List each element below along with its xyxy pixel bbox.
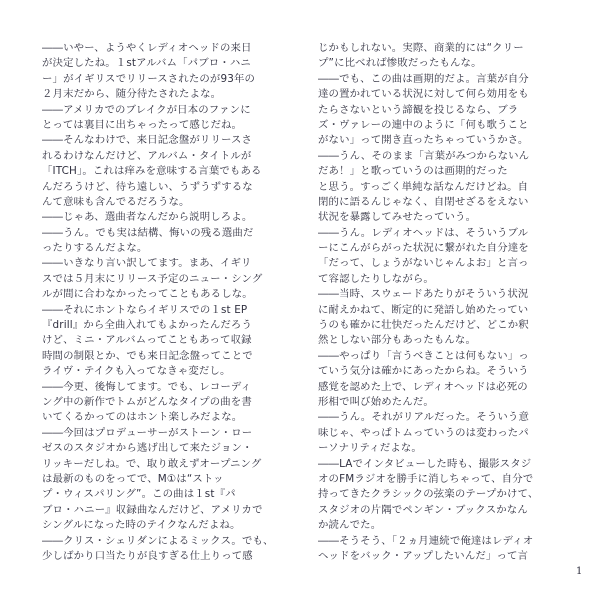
text-line: 状況を暴露してみせたっていう。 <box>318 211 477 224</box>
text-line: ――今回はプロデューサーがストーン・ロー <box>42 426 253 439</box>
text-line: プ・ウィスパリング”。この曲は１st『パ <box>42 488 236 501</box>
right-text-column <box>318 41 580 564</box>
text-line: 『drill』から全曲入れてもよかったんだろう <box>42 319 253 332</box>
text-line: けど、ミニ・アルバムってこともあって収録 <box>42 334 252 347</box>
text-line: ング中の新作でトムがどんなタイプの曲を書 <box>42 395 252 408</box>
text-line: ――LAでインタビューした時も、撮影スタジ <box>318 457 532 470</box>
text-line: 達の置かれている状況に対して何ら効用をも <box>318 88 529 101</box>
text-line: スでは５月末にリリース予定のニュー・シング <box>42 272 263 285</box>
text-line: いてくるかってのはホント楽しみだよな。 <box>42 411 243 424</box>
text-line: 味じゃ、やっぱトムっていうのは変わったパ <box>318 426 529 439</box>
text-line: ヘッドをバック・アップしたいんだ」って言 <box>318 549 529 562</box>
left-text-column <box>42 41 306 564</box>
text-line: だあ！」と歌っていうのは画期的だった <box>318 165 508 178</box>
text-line: ――うん。でも実は結構、悔いの残る選曲だ <box>42 226 254 239</box>
text-line: んだろうけど、待ち遠しい、うずうずするな <box>42 180 253 193</box>
text-line: がない」って開き直ったちゃっていうかさ。 <box>318 134 529 147</box>
text-line: ――やっぱり「言うべきことは何もない」っ <box>318 349 529 362</box>
text-line: うのも確かに壮快だったんだけど、どこか釈 <box>318 319 529 332</box>
text-line: ――うん、そのまま「言葉がみつからないん <box>318 149 530 162</box>
text-line: 「だって、しょうがないじゃんよお」と言っ <box>318 257 529 270</box>
text-line: か読んでた。 <box>318 519 382 532</box>
text-line: に耐えかねて、断定的に発語し始めたってい <box>318 303 529 316</box>
text-line: ったりするんだよな。 <box>42 242 148 255</box>
text-line: スタジオの片隅でペンギン・ブックスかなん <box>318 503 528 516</box>
text-line: は最新のものをってで、M①は“ストッ <box>42 472 224 485</box>
text-line: リッキーだしね。で、取り敢えずオープニング <box>42 457 262 470</box>
text-line: 感覚を認めた上で、レディオヘッドは必死の <box>318 380 528 393</box>
text-line: ――そんなわけで、来日記念盤がリリースさ <box>42 134 253 147</box>
text-line: ――うん。レディオヘッドは、そういうブル <box>318 226 529 239</box>
text-line: が決定したね。１stアルバム「パブロ・ハニ <box>42 57 251 70</box>
text-line: オのFMラジオを勝手に消しちゃって、自分で <box>318 472 534 485</box>
text-line: 閉的に語るんじゃなく、自閉せざるをえない <box>318 195 529 208</box>
text-line: たらさないという諦観を投じるなら、ブラ <box>318 103 519 116</box>
text-line: ――当時、スウェードあたりがそういう状況 <box>318 288 529 301</box>
text-line: ――いやー、ようやくレディオヘッドの来日 <box>42 42 252 54</box>
text-line: ブロ・ハニー』収録曲なんだけど、アメリカで <box>42 503 263 516</box>
text-line: ーソナリティだよな。 <box>318 442 422 455</box>
text-line: とっては裏目に出ちゃったって感じだね。 <box>42 118 243 131</box>
text-line: ２月末だから、随分待たされたよな。 <box>42 88 222 101</box>
text-line: 持ってきたクラシックの弦楽のテープかけて、 <box>318 488 539 501</box>
text-line: ズ・ヴァレーの連中のように「何も歌うこと <box>318 118 529 131</box>
text-line: ライヴ・テイクも入ってなきゃ変だし。 <box>42 365 231 378</box>
text-line: ー」がイギリスでリリースされたのが93年の <box>42 72 256 85</box>
text-line: ――でも、この曲は画期的だよ。言葉が自分 <box>318 72 529 85</box>
text-line: 時間の制限とか、でも来日記念盤ってことで <box>42 349 253 362</box>
text-line: ――そうそう、「２ヵ月連続で俺達はレディオ <box>318 534 534 547</box>
text-line: プ”に比べれば惨敗だったもんな。 <box>318 57 482 70</box>
text-line: 「ITCH」。これは痒みを意味する言葉でもある <box>42 165 262 178</box>
text-line: ――今更、後悔してます。でも、レコーディ <box>42 380 252 393</box>
text-line: て容認したりしながら。 <box>318 272 434 285</box>
text-line: ――うん。それがリアルだった。そういう意 <box>318 411 530 424</box>
text-line: ゼスのスタジオから逃げ出して来たジョン・ <box>42 442 253 455</box>
text-line: ――いきなり言い訳してます。まあ、イギリ <box>42 257 252 270</box>
page-number: 1 <box>576 566 583 577</box>
text-line: ――それにホントならイギリスでの１st EP <box>42 303 248 316</box>
text-line: 形相で叫び始めたんだ。 <box>318 395 434 408</box>
text-line: ていう気分は確かにあったからね。そういう <box>318 365 529 378</box>
text-line: んて意味も含んでるだろうな。 <box>42 195 190 208</box>
text-line: ――じゃあ、選曲者なんだから説明しろよ。 <box>42 211 253 224</box>
text-line: ――アメリカでのブレイクが日本のファンに <box>42 103 251 116</box>
text-line: シングルになった時のテイクなんだよね。 <box>42 519 241 532</box>
text-line: じかもしれない。実際、商業的には“クリー <box>318 42 524 54</box>
text-line: ルが間に合わなかったってこともあるしな。 <box>42 288 253 301</box>
text-line: ――クリス・シェリダンによるミックス。でも、 <box>42 534 274 547</box>
text-line: と思う。すっごく単純な話なんだけどね。自 <box>318 180 529 193</box>
text-line: 少しばかり口当たりが良すぎる仕上りって感 <box>42 549 253 562</box>
text-line: 然としない部分もあったもんな。 <box>318 334 477 347</box>
text-line: ーにこんがらがった状況に繋がれた自分達を <box>318 242 529 255</box>
text-line: れるわけなんだけど、アルバム・タイトルが <box>42 149 252 162</box>
